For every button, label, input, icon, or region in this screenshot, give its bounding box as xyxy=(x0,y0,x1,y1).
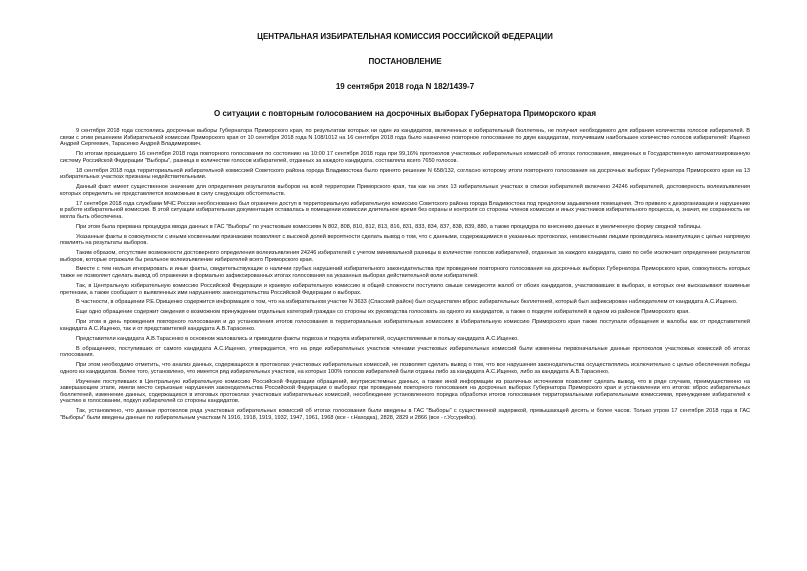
paragraph: Данный факт имеет существенное значение для определения результатов выборов на всей территории Приморского края, так как на этих 13 избирательных участках в списки избирателей включено 24246 избирателей, достоверность волеизъявления которых определить не представляется возможным в силу следующих обстоятельств. xyxy=(60,184,750,197)
organization-heading: ЦЕНТРАЛЬНАЯ ИЗБИРАТЕЛЬНАЯ КОМИССИЯ РОССИЙСКОЙ ФЕДЕРАЦИИ xyxy=(257,32,553,41)
document-title: О ситуации с повторным голосованием на досрочных выборах Губернатора Приморского края xyxy=(214,109,596,118)
paragraph: Вместе с тем нельзя игнорировать и иные факты, свидетельствующие о наличии грубых нарушений избирательного законодательства при проведении повторного голосования на досрочных выборах Губернатора Приморского края, совокупность которых также не позволяет сделать вывод об отражении в формально зафиксированных итогах голосования на указанных выборах действительной воли избирателей. xyxy=(60,266,750,280)
paragraph: Так, установлено, что данные протоколов ряда участковых избирательных комиссий об итогах голосования были введены в ГАС "Выборы" с существенной задержкой, превышающей десять и более часов. Только утром 17 сентября 2018 года в ГАС "Выборы" были введены данные по избирательным участкам N 1916, 1918, 1919, 1932, 1947, 1961, 1968 (все - г.Находка), 2828, 2829 и 2866 (все - г.Уссурийск). xyxy=(60,408,750,421)
paragraph: В обращениях, поступивших от самого кандидата А.С.Ищенко, утверждается, что на ряде избирательных участков членами участковых избирательных комиссий были изменены первоначальные данные протоколов участковых комиссий об итогах голосования. xyxy=(60,345,750,359)
document-type-heading: ПОСТАНОВЛЕНИЕ xyxy=(368,57,442,66)
date-number-heading: 19 сентября 2018 года N 182/1439-7 xyxy=(335,82,475,91)
paragraph: Представители кандидата А.В.Тарасенко в основном жаловались и приводили факты подвоза и подкупа избирателей, осуществляемые в пользу кандидата А.С.Ищенко. xyxy=(76,335,519,342)
paragraph: При этом в день проведения повторного голосования и до установления итогов голосования в территориальных избирательных комиссиях в Избирательную комиссию Приморского края также поступали обращения и жалобы как от представителей кандидата А.С.Ищенко, так и от представителей кандидата А.В.Тарасенко. xyxy=(60,319,750,332)
paragraph: Так, в Центральную избирательную комиссию Российской Федерации и краевую избирательную комиссию в общей сложности поступило свыше семидесяти жалоб от обоих кандидатов, участвовавших в выборах, в которых они высказывают взаимные претензии, а также сообщают о выявленных ими нарушениях законодательства Российской Федерации о выборах. xyxy=(60,282,750,296)
paragraph: При этом необходимо отметить, что анализ данных, содержащихся в протоколах участковых избирательных комиссий, не позволяет сделать вывод о том, что все нарушения законодательства осуществлялись исключительно с целью обеспечения победы одного из кандидатов. Более того, установлено, что имеется ряд избирательных участков, на которых 100% голосов избирателей были отданы либо за кандидата А.С.Ищенко, либо за кандидата А.В.Тарасенко. xyxy=(60,362,750,375)
document-page xyxy=(60,28,750,425)
paragraph: Таким образом, отсутствие возможности достоверного определения волеизъявления 24246 избирателей с учетом минимальной разницы в количестве голосов избирателей, отданных за каждого кандидата, само по себе исключает определение результатов выборов, которые отражали бы реальное волеизъявление избирателей всего Приморского края. xyxy=(60,249,750,263)
paragraph: При этом была прервана процедура ввода данных в ГАС "Выборы" по участковым комиссиям N 802, 808, 810, 812, 813, 816, 831, 833, 834, 837, 838, 839, 880, а также процедура по внесению данных в увеличенную форму сводной таблицы. xyxy=(76,223,702,230)
paragraph: Изучение поступивших в Центральную избирательную комиссию Российской Федерации обращений, внутрисистемных данных, а также иной информации из различных источников позволяет сделать вывод, что в ряде случаев, преимущественно на завершающем этапе, имели место серьезные нарушения законодательства Российской Федерации о выборах при проведении повторного голосования на досрочных выборах Губернатора Приморского края и установлении его итогов: вброс избирательных бюллетеней, изменение данных, содержащихся в итоговых протоколах участковых избирательных комиссий, несоблюдение установленного порядка обработки итогов голосования территориальными избирательными комиссиями, принуждение избирателей к участию в голосовании, подкуп избирателей со стороны кандидатов. xyxy=(60,378,750,405)
paragraph: 18 сентября 2018 года территориальной избирательной комиссией Советского района города Владивостока было принято решение N 658/132, согласно которому итоги повторного голосования на досрочных выборах Губернатора Приморского края на 13 избирательных участках признаны недействительными. xyxy=(60,167,750,181)
paragraph: По итогам прошедшего 16 сентября 2018 года повторного голосования по состоянию на 10:00 17 сентября 2018 года при 99,16% протоколов участковых избирательных комиссий об итогах голосования, введенных в Государственную автоматизированную систему Российской Федерации "Выборы", разница в количестве голосов избирателей, отданных за каждого кандидата, составляла всего 7650 голосов. xyxy=(60,151,750,164)
paragraph: Еще одно обращение содержит сведения о возможном принуждении отдельных категорий граждан со стороны их руководства голосовать за одного из кандидатов, а также о подкупе избирателей в одном из районов Приморского края. xyxy=(76,309,690,316)
paragraph: 9 сентября 2018 года состоялись досрочные выборы Губернатора Приморского края, по результатам которых ни один из кандидатов, включенных в избирательный бюллетень, не получил необходимого для избрания количества голосов избирателей. В связи с этим решением Избирательной комиссии Приморского края от 10 сентября 2018 года N 108/1012 на 16 сентября 2018 года было назначено повторное голосование по двум кандидатам, получившим наибольшее количество голосов избирателей: Ищенко Андрей Сергеевич, Тарасенко Андрей Владимирович. xyxy=(60,128,750,148)
paragraph: Указанные факты в совокупности с иными косвенными признаками позволяют с высокой долей вероятности сделать вывод о том, что с данными, содержащимися в указанных протоколах, неизвестными лицами проводились манипуляции с целью напрямую повлиять на результаты выборов. xyxy=(60,233,750,247)
paragraph: В частности, в обращении Р.Е.Орищенко содержится информация о том, что на избирательном участке N 3633 (Спасский район) был осуществлен вброс избирательных бюллетеней, который был зафиксирован наблюдателем от кандидата А.С.Ищенко. xyxy=(76,299,738,306)
paragraph: 17 сентября 2018 года службами МЧС России необоснованно был ограничен доступ в территориальную избирательную комиссию Советского района города Владивостока под предлогом задымления помещения. Это привело к дезорганизации и нарушению в работе избирательной комиссии. В этой ситуации избирательная документация оставалась в помещении комиссии длительное время без охраны и контроля со стороны членов комиссии и иных участников избирательного процесса, и, значит, ее сохранность не могла быть обеспечена. xyxy=(60,200,750,220)
document-body xyxy=(60,128,750,421)
